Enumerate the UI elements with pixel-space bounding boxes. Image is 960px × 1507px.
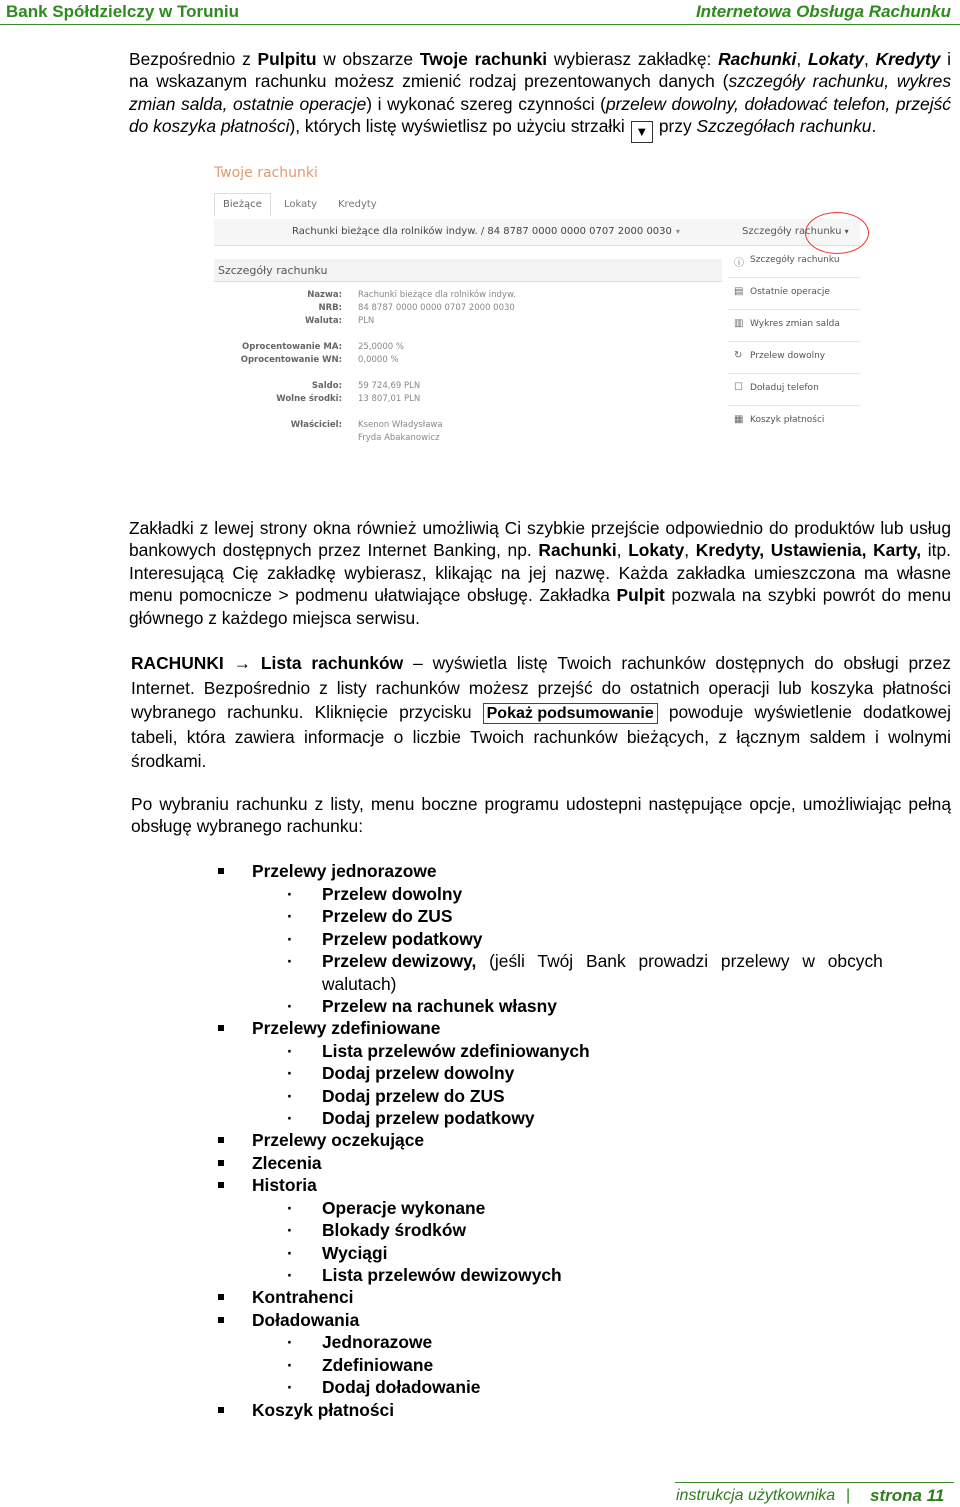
detail-row: Waluta: PLN [305,316,375,326]
screenshot-tabs [214,193,862,220]
detail-row: NRB: 84 8787 0000 0000 0707 2000 0030 [318,303,515,313]
menu-item-koszyk[interactable]: ▦ Koszyk płatności [734,414,825,425]
header-title: Internetowa Obsługa Rachunku [695,2,951,21]
square-bullet-icon [218,1182,224,1188]
square-bullet-icon [218,1025,224,1031]
footer-separator: | [846,1487,851,1504]
menu-options-paragraph: Po wybraniu rachunku z listy, menu boczne programu udostepni następujące opcje, umożliwiając pełną obsługę wybranego rachunku: [131,794,951,837]
accounts-list-paragraph: RACHUNKI → Lista rachunków – wyświetla listę Twoich rachunków dostępnych do obsługi przez Internet. Bezpośrednio z listy rachunków możesz przejść do ostatnich operacji lub koszyka płatności wybranego rachunku. Kliknięcie przycisku Pokaż podsumowanie powoduje wyświetlenie dodatkowej tabeli, która zawiera informacje o liczbie Twoich rachunków bieżących, z łącznym saldem i wolnymi środkami. [131,653,951,772]
square-bullet-icon [218,1407,224,1413]
account-bar [214,219,860,246]
details-dropdown-button[interactable]: Szczegóły rachunku ▾ [742,226,849,237]
screenshot-title: Twoje rachunki [214,165,318,181]
menu-item-przelew[interactable]: ↻ Przelew dowolny [728,341,860,374]
detail-row: Właściciel: Ksenon Władysława [290,420,443,430]
details-panel-header: Szczegóły rachunku [214,259,722,282]
menu-item-ostatnie-operacje[interactable]: ▤ Ostatnie operacje [728,277,860,310]
detail-row: Oprocentowanie MA: 25,0000 % [242,342,404,352]
tab-lokaty[interactable]: Lokaty [284,199,318,210]
detail-row: Fryda Abakanowicz [358,433,440,443]
chart-icon: ▥ [734,318,744,329]
square-bullet-icon [218,1137,224,1143]
tabs-paragraph: Zakładki z lewej strony okna również umożliwią Ci szybkie przejście odpowiednio do produktów lub usług bankowych dostępnych przez Internet Banking, np. Rachunki, Lokaty, Kredyty, Ustawienia, Karty, itp. Interesującą Cię zakładkę wybierasz, klikając na jej nazwę. Każda zakładka umieszczona ma własne menu pomocnicze > podmenu ułatwiające obsługę. Zakładka Pulpit pozwala na szybki powrót do menu głównego z każdego miejsca serwisu. [129,518,951,628]
detail-row: Nazwa: Rachunki bieżące dla rolników indyw. [307,290,516,300]
menu-item-wykres[interactable]: ▥ Wykres zmian salda [728,309,860,342]
chevron-down-icon: ▾ [675,227,680,236]
detail-row: Saldo: 59 724,69 PLN [311,381,421,391]
show-summary-button: Pokaż podsumowanie [483,703,658,724]
tab-biezace[interactable]: Bieżące [214,193,271,216]
header-divider [0,24,960,25]
square-bullet-icon [218,1294,224,1300]
header-bank-name: Bank Spółdzielczy w Toruniu [6,2,239,21]
menu-item-szczegoly[interactable]: ⓘ Szczegóły rachunku [728,245,860,278]
detail-row: Oprocentowanie WN: 0,0000 % [240,355,399,365]
menu-item-doladuj[interactable]: ☐ Doładuj telefon [728,373,860,406]
page-header [0,0,960,26]
footer-divider [675,1482,954,1483]
accounts-screenshot [212,163,862,445]
detail-row: Wolne środki: 13 807,01 PLN [276,394,421,404]
chevron-down-icon: ▾ [844,227,849,236]
phone-icon: ☐ [734,382,743,393]
transfer-icon: ↻ [734,350,743,361]
tab-kredyty[interactable]: Kredyty [338,199,377,210]
footer-text: instrukcja użytkownika [676,1487,836,1504]
list-icon: ▤ [734,286,744,297]
account-select[interactable]: Rachunki bieżące dla rolników indyw. / 84 8787 0000 0000 0707 2000 0030 ▾ [292,226,680,237]
intro-paragraph: Bezpośrednio z Pulpitu w obszarze Twoje rachunki wybierasz zakładkę: Rachunki, Lokaty, Kredyty i na wskazanym rachunku możesz zmienić rodzaj prezentowanych danych (szczegóły rachunku, wykres zmian salda, ostatnie operacje) i wykonać szereg czynności (przelew dowolny, doładować telefon, przejść do koszyka płatności), których listę wyświetlisz po użyciu strzałki ▼ przy Szczegółach rachunku. [129,48,951,143]
page-number: strona 11 [870,1486,945,1505]
details-panel [214,259,722,445]
arrow-down-icon: ▼ [631,121,653,143]
square-bullet-icon [218,1317,224,1323]
square-bullet-icon [218,868,224,874]
page-footer [0,1482,960,1507]
info-icon: ⓘ [734,258,744,269]
square-bullet-icon [218,1160,224,1166]
cart-icon: ▦ [734,414,744,425]
